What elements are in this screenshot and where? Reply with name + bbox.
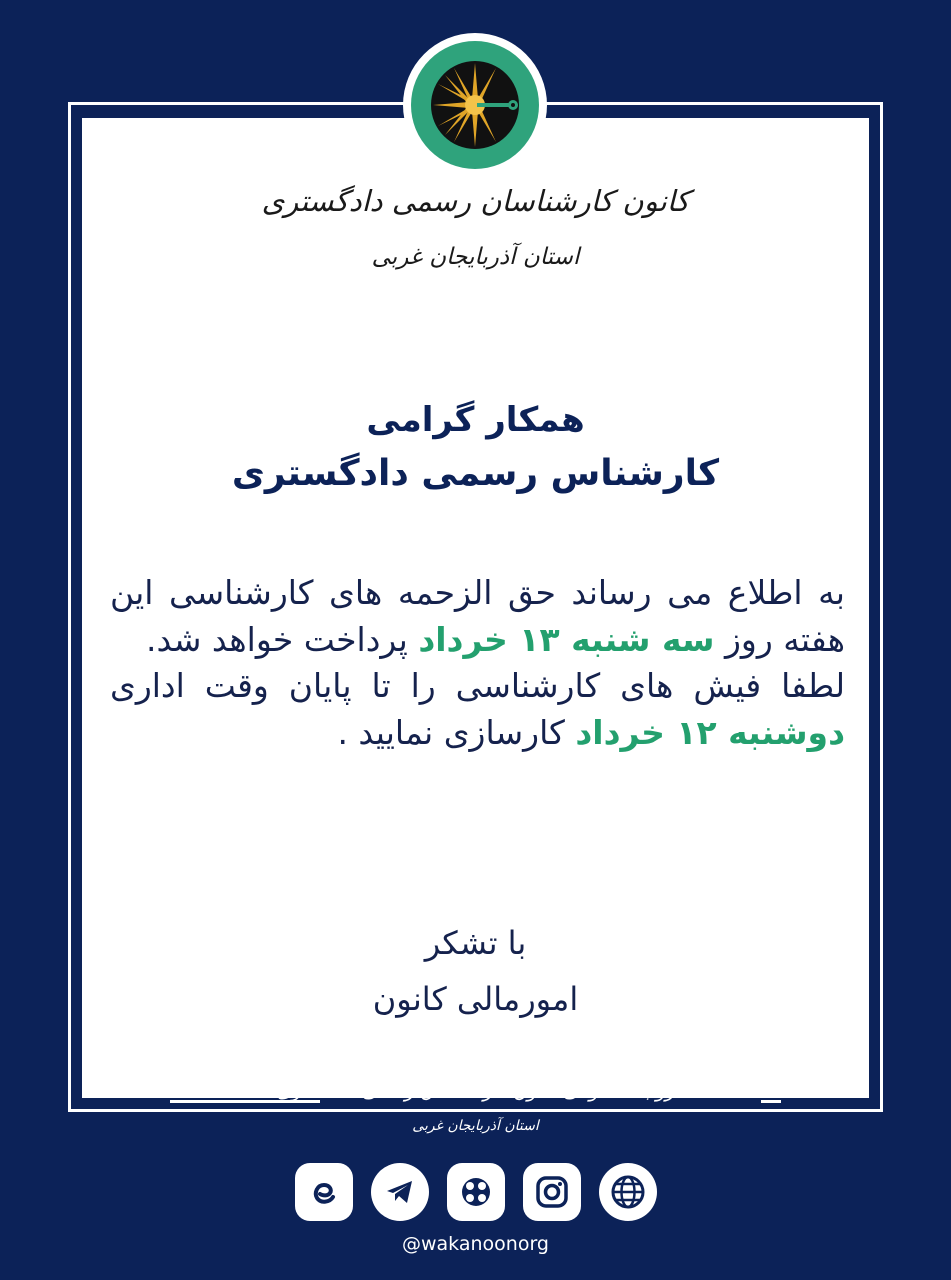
- org-name: کانون کارشناسان رسمی دادگستری: [261, 184, 690, 218]
- aparat-icon[interactable]: [447, 1163, 505, 1221]
- message-body: [110, 570, 845, 756]
- greeting-line-1: همکار گرامی: [366, 400, 585, 440]
- payment-date-highlight: سه شنبه ۱۳ خرداد: [418, 619, 715, 659]
- message-paragraph-2: [110, 663, 845, 756]
- social-links: [295, 1163, 657, 1221]
- instagram-icon[interactable]: [523, 1163, 581, 1221]
- logo-ring: [411, 41, 539, 169]
- deadline-date-highlight: دوشنبه ۱۲ خرداد: [575, 712, 845, 752]
- message-p1-end: پرداخت خواهد شد.: [145, 619, 419, 659]
- closing-thanks: با تشکر: [424, 924, 527, 962]
- org-region: استان آذربایجان غربی: [371, 244, 580, 270]
- footer-region: استان آذربایجان غربی: [412, 1118, 539, 1134]
- greeting-line-2: کارشناس رسمی دادگستری: [231, 453, 720, 494]
- message-p1-start: به اطلاع می رساند حق الزحمه های کارشناسی این هفته روز: [110, 573, 845, 659]
- telegram-icon[interactable]: [371, 1163, 429, 1221]
- footer-title: روابط عمومی کانون کارشناسان رسمی دادگستری: [276, 1080, 675, 1102]
- closing-signature: امورمالی کانون: [372, 980, 579, 1018]
- social-handle[interactable]: @wakanoonorg: [402, 1233, 549, 1255]
- globe-icon[interactable]: [599, 1163, 657, 1221]
- message-p2-start: لطفا فیش های کارشناسی را تا پایان وقت اداری: [110, 666, 845, 706]
- organization-logo: [403, 33, 547, 177]
- message-paragraph-1: [110, 570, 845, 663]
- sun-emblem-icon: [411, 41, 539, 169]
- eitaa-icon[interactable]: [295, 1163, 353, 1221]
- message-p2-end: کارسازی نمایید .: [337, 712, 576, 752]
